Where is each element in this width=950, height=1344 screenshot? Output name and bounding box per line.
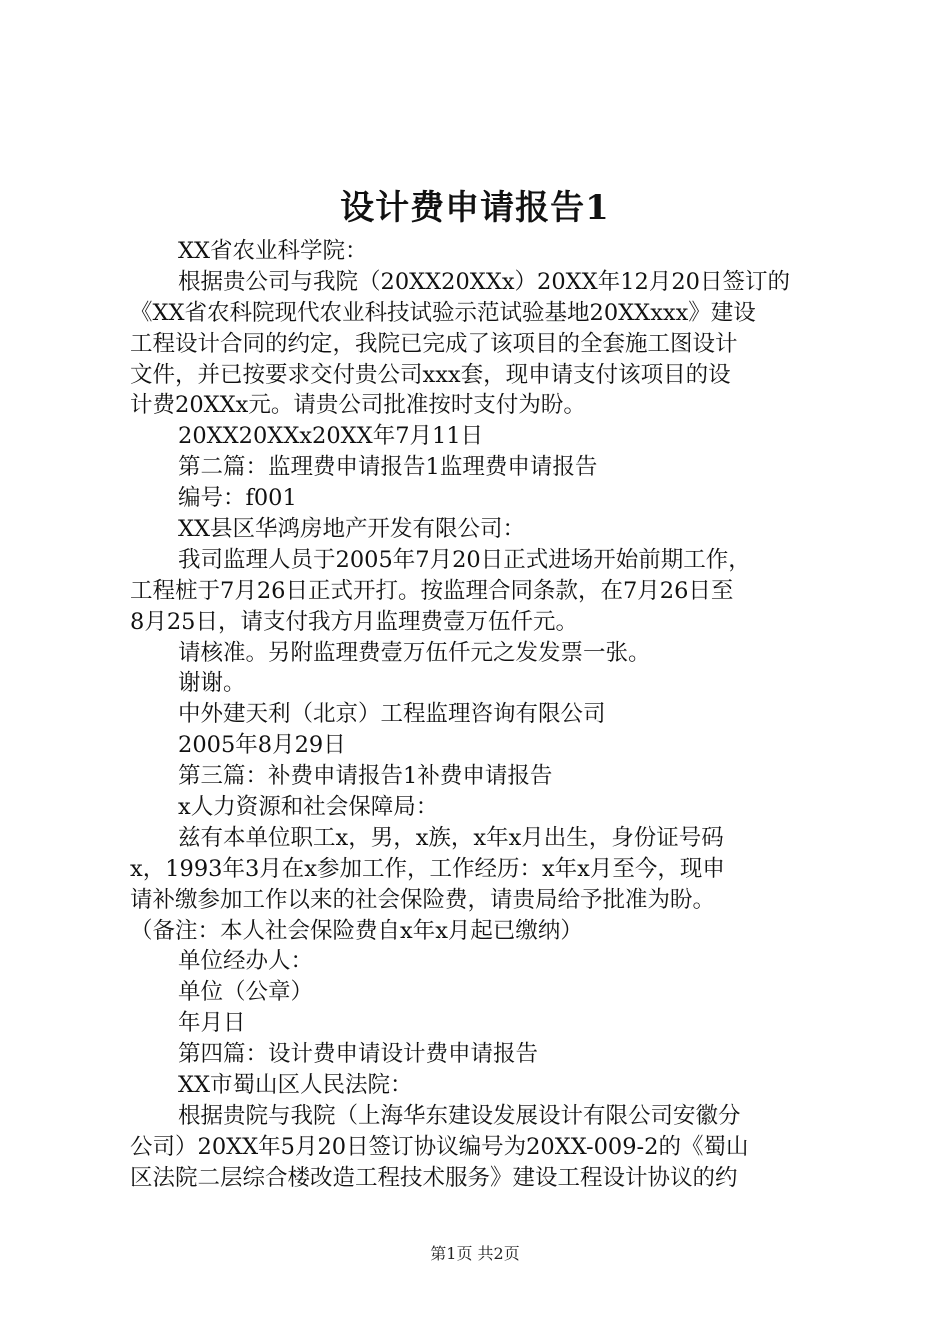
text-line: 单位（公章）: [178, 979, 314, 1006]
page-footer: 第1页 共2页: [430, 1244, 520, 1263]
text-line: 8月25日，请支付我方月监理费壹万伍仟元。: [130, 608, 578, 635]
text-line: 第三篇：补费申请报告1补费申请报告: [178, 763, 553, 790]
text-line: XX省农业科学院：: [178, 238, 368, 264]
text-line: 兹有本单位职工x，男，x族，x年x月出生，身份证号码: [178, 824, 724, 851]
text-line: 20XX20XXx20XX年7月11日: [178, 423, 484, 450]
text-line: 根据贵院与我院（上海华东建设发展设计有限公司安徽分: [178, 1102, 741, 1129]
text-line: 单位经办人：: [178, 948, 314, 975]
text-line: x，1993年3月在x参加工作，工作经历：x年x月至今，现申: [130, 855, 725, 882]
text-line: 工程设计合同的约定，我院已完成了该项目的全套施工图设计: [130, 330, 738, 357]
text-line: 编号：f001: [178, 485, 297, 512]
text-line: （备注：本人社会保险费自x年x月起已缴纳）: [130, 917, 583, 944]
text-line: 2005年8月29日: [178, 732, 346, 759]
text-line: 区法院二层综合楼改造工程技术服务》建设工程设计协议的约: [130, 1164, 738, 1191]
text-line: 文件，并已按要求交付贵公司xxx套，现申请支付该项目的设: [130, 361, 731, 388]
text-line: 我司监理人员于2005年7月20日正式进场开始前期工作，: [178, 546, 751, 573]
text-line: XX县区华鸿房地产开发有限公司：: [178, 516, 526, 543]
text-line: 年月日: [178, 1010, 246, 1037]
text-line: 中外建天利（北京）工程监理咨询有限公司: [178, 701, 606, 728]
text-line: 谢谢。: [178, 670, 246, 697]
text-line: 根据贵公司与我院（20XX20XXx）20XX年12月20日签订的: [178, 268, 790, 295]
text-line: 第四篇：设计费申请设计费申请报告: [178, 1041, 539, 1068]
text-line: 第二篇：监理费申请报告1监理费申请报告: [178, 454, 598, 481]
document-body: [130, 236, 826, 1194]
page-title: 设计费申请报告1: [340, 188, 610, 228]
text-line: 《XX省农科院现代农业科技试验示范试验基地20XXxxx》建设: [130, 299, 756, 326]
text-line: 请补缴参加工作以来的社会保险费，请贵局给予批准为盼。: [130, 886, 716, 913]
text-line: x人力资源和社会保障局：: [178, 794, 439, 821]
text-line: 计费20XXx元。请贵公司批准按时支付为盼。: [130, 392, 586, 419]
text-line: 工程桩于7月26日正式开打。按监理合同条款，在7月26日至: [130, 577, 734, 604]
text-line: XX市蜀山区人民法院：: [178, 1072, 413, 1099]
text-line: 公司）20XX年5月20日签订协议编号为20XX-009-2的《蜀山: [130, 1133, 749, 1160]
text-line: 请核准。另附监理费壹万伍仟元之发发票一张。: [178, 639, 651, 666]
